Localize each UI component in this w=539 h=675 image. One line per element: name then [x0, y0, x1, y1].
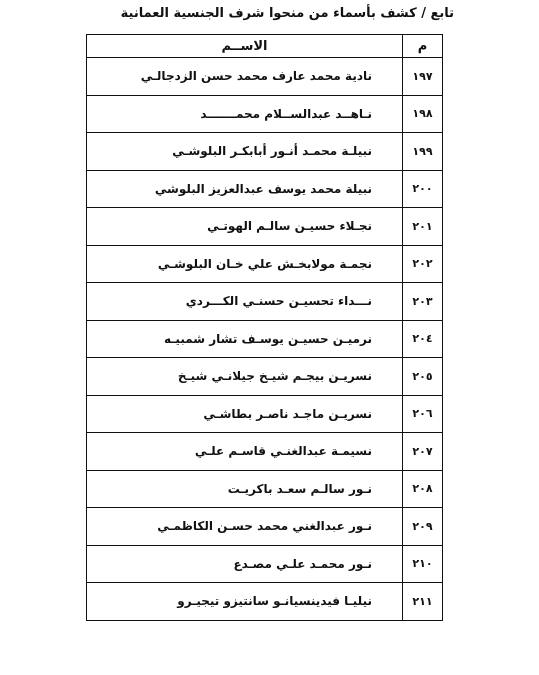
- table-row: [87, 583, 443, 621]
- row-name: نبيلة محمد يوسف عبدالعزيز البلوشي: [87, 170, 403, 208]
- table-row: [87, 245, 443, 283]
- row-name: نسريـن ماجـد ناصـر بطاشـي: [87, 395, 403, 433]
- row-number: ٢١٠: [403, 545, 443, 583]
- table-row: [87, 470, 443, 508]
- row-number: ٢٠٨: [403, 470, 443, 508]
- page-title: تابع / كشف بأسماء من منحوا شرف الجنسية العمانية: [120, 6, 454, 21]
- row-name: نجمـة مولابخـش علي خـان البلوشـي: [87, 245, 403, 283]
- row-number: ١٩٩: [403, 133, 443, 171]
- row-name: نجـلاء حسيـن سالـم الهوتـي: [87, 208, 403, 246]
- header-number: م: [403, 35, 443, 58]
- row-number: ٢٠٩: [403, 508, 443, 546]
- row-name: نـور محمـد علـي مصـدع: [87, 545, 403, 583]
- row-number: ١٩٧: [403, 58, 443, 96]
- row-name: نـاهــد عبدالســلام محمـــــــد: [87, 95, 403, 133]
- row-name: نيليـا فيدينسيانـو سانتيزو تيجيـرو: [87, 583, 403, 621]
- names-table: [86, 34, 443, 621]
- row-number: ٢٠٣: [403, 283, 443, 321]
- table-header-row: [87, 35, 443, 58]
- row-number: ٢١١: [403, 583, 443, 621]
- row-name: نرميـن حسيـن يوسـف تشار شمبيـه: [87, 320, 403, 358]
- table-body: [87, 58, 443, 621]
- table-row: [87, 545, 443, 583]
- row-name: نـور عبدالغني محمد حسـن الكاظمـي: [87, 508, 403, 546]
- table-row: [87, 320, 443, 358]
- row-number: ٢٠٥: [403, 358, 443, 396]
- table-row: [87, 395, 443, 433]
- row-name: نادية محمد عارف محمد حسن الزدجالـي: [87, 58, 403, 96]
- table-row: [87, 358, 443, 396]
- row-name: نبيلـة محمـد أنـور أبابكـر البلوشـي: [87, 133, 403, 171]
- row-number: ١٩٨: [403, 95, 443, 133]
- row-number: ٢٠٠: [403, 170, 443, 208]
- table-row: [87, 433, 443, 471]
- table-row: [87, 170, 443, 208]
- header-name: الاســم: [87, 35, 403, 58]
- row-number: ٢٠٦: [403, 395, 443, 433]
- row-number: ٢٠٧: [403, 433, 443, 471]
- row-number: ٢٠٢: [403, 245, 443, 283]
- row-name: نسيمـة عبدالغنـي قاسـم علـي: [87, 433, 403, 471]
- table-row: [87, 58, 443, 96]
- table-row: [87, 283, 443, 321]
- row-number: ٢٠١: [403, 208, 443, 246]
- table-row: [87, 95, 443, 133]
- row-name: نـور سالـم سعـد باكريـت: [87, 470, 403, 508]
- table-row: [87, 508, 443, 546]
- row-name: نـــداء تحسيـن حسنـي الكـــردي: [87, 283, 403, 321]
- table-row: [87, 208, 443, 246]
- row-name: نسريـن بيجـم شيـخ جيلانـي شيـخ: [87, 358, 403, 396]
- row-number: ٢٠٤: [403, 320, 443, 358]
- table-row: [87, 133, 443, 171]
